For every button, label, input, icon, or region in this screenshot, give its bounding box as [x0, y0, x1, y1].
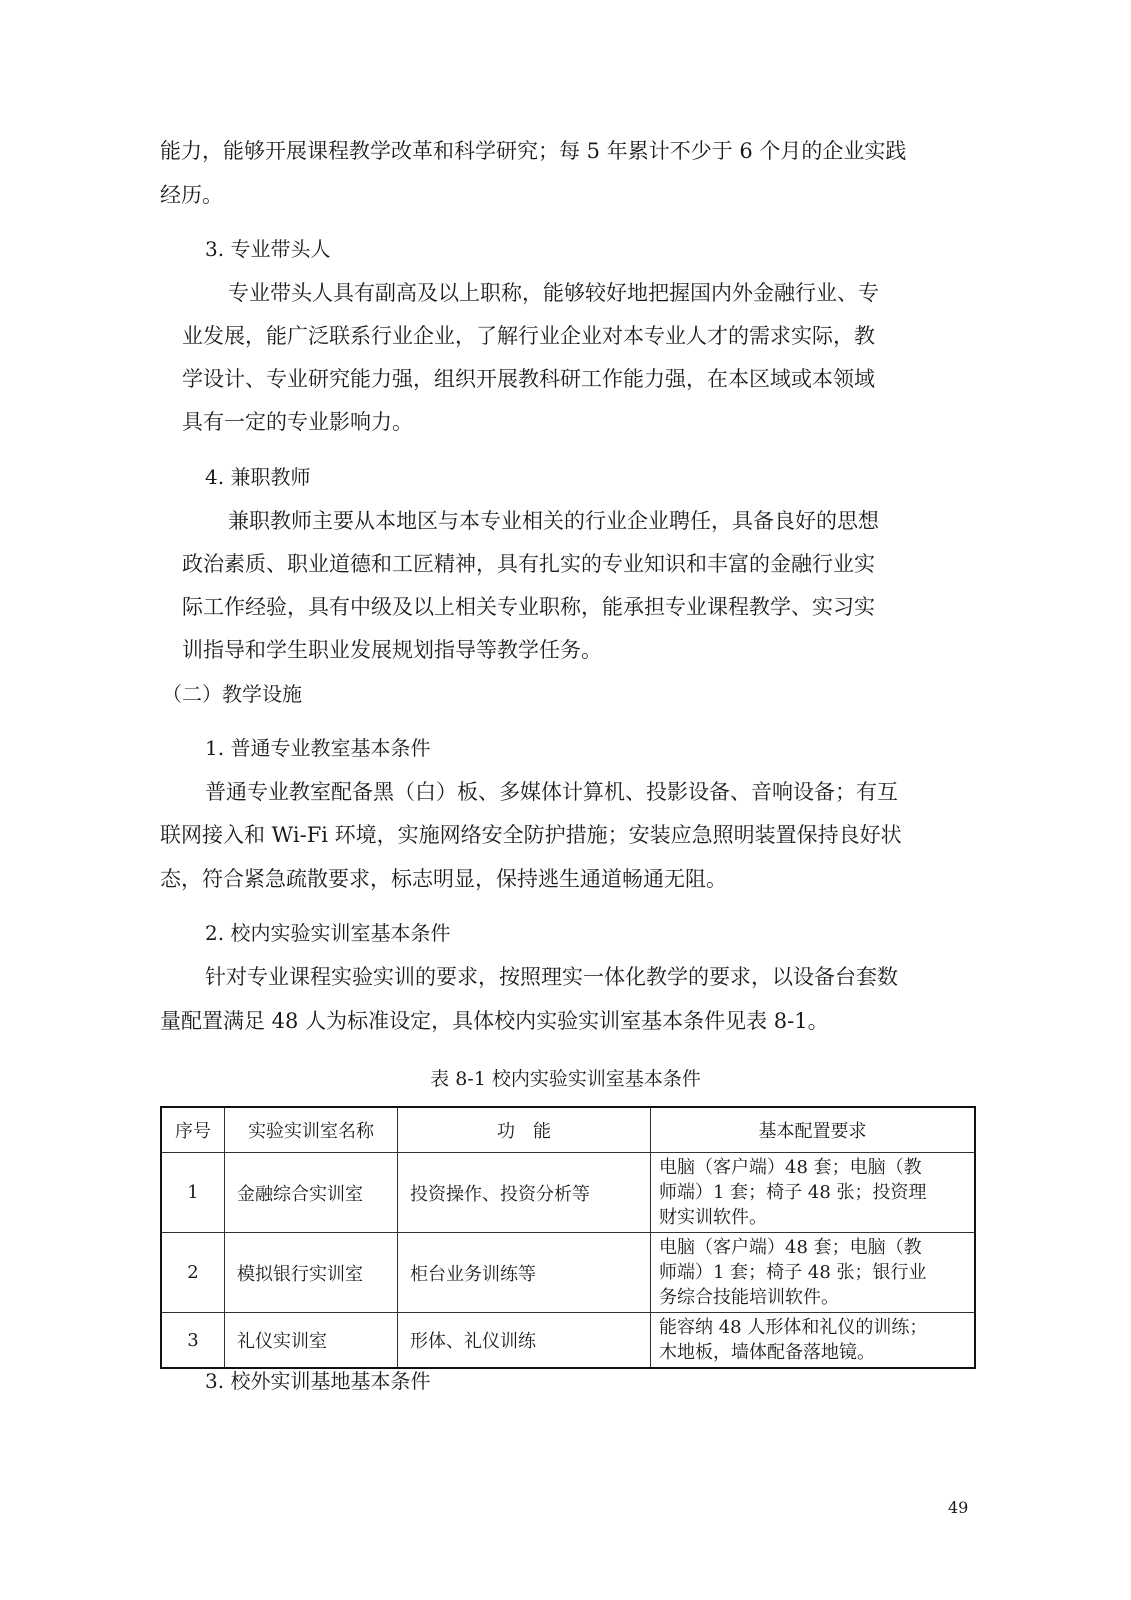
- requirement-line: 财实训软件。: [659, 1207, 767, 1228]
- paragraph-line: 训指导和学生职业发展规划指导等教学任务。: [182, 638, 602, 662]
- paragraph-line: 政治素质、职业道德和工匠精神，具有扎实的专业知识和丰富的金融行业实: [182, 552, 875, 576]
- table-header-row: [161, 1107, 975, 1153]
- table-row: [161, 1233, 975, 1313]
- lab-conditions-table: [160, 1106, 976, 1369]
- section-heading: 1. 普通专业教室基本条件: [205, 736, 431, 760]
- requirement-line: 师端）1 套；椅子 48 张；银行业: [659, 1262, 927, 1283]
- room-name: 模拟银行实训室: [225, 1233, 398, 1313]
- header-cell: 功 能: [398, 1107, 651, 1153]
- room-requirements: [651, 1153, 976, 1233]
- room-requirements: [651, 1313, 976, 1369]
- section-heading: （二）教学设施: [162, 682, 302, 706]
- paragraph-line: 业发展，能广泛联系行业企业，了解行业企业对本专业人才的需求实际，教: [182, 324, 875, 348]
- paragraph-line: 针对专业课程实验实训的要求，按照理实一体化教学的要求，以设备台套数: [205, 965, 898, 989]
- header-cell: 序号: [161, 1107, 225, 1153]
- room-name: 金融综合实训室: [225, 1153, 398, 1233]
- row-number: 2: [161, 1233, 225, 1313]
- paragraph-line: 具有一定的专业影响力。: [182, 410, 413, 434]
- paragraph-line: 量配置满足 48 人为标准设定，具体校内实验实训室基本条件见表 8-1。: [160, 1009, 829, 1033]
- requirement-line: 能容纳 48 人形体和礼仪的训练；: [659, 1317, 928, 1338]
- paragraph-line: 态，符合紧急疏散要求，标志明显，保持逃生通道畅通无阻。: [160, 867, 727, 891]
- table-row: [161, 1313, 975, 1369]
- row-number: 1: [161, 1153, 225, 1233]
- row-number: 3: [161, 1313, 225, 1369]
- paragraph-line: 经历。: [160, 183, 223, 207]
- section-heading: 3. 校外实训基地基本条件: [205, 1369, 431, 1393]
- room-function: 投资操作、投资分析等: [398, 1153, 651, 1233]
- requirement-line: 务综合技能培训软件。: [659, 1287, 839, 1308]
- requirement-line: 电脑（客户端）48 套；电脑（教: [659, 1157, 922, 1178]
- paragraph-line: 联网接入和 Wi-Fi 环境，实施网络安全防护措施；安装应急照明装置保持良好状: [160, 823, 902, 847]
- section-heading: 3. 专业带头人: [205, 237, 331, 261]
- room-function: 形体、礼仪训练: [398, 1313, 651, 1369]
- paragraph-line: 普通专业教室配备黑（白）板、多媒体计算机、投影设备、音响设备；有互: [205, 780, 898, 804]
- paragraph-line: 学设计、专业研究能力强，组织开展教科研工作能力强，在本区域或本领域: [182, 367, 875, 391]
- paragraph-line: 兼职教师主要从本地区与本专业相关的行业企业聘任，具备良好的思想: [228, 509, 879, 533]
- paragraph-line: 际工作经验，具有中级及以上相关专业职称，能承担专业课程教学、实习实: [182, 595, 875, 619]
- header-cell: 实验实训室名称: [225, 1107, 398, 1153]
- requirement-line: 电脑（客户端）48 套；电脑（教: [659, 1237, 922, 1258]
- table-caption: 表 8-1 校内实验实训室基本条件: [430, 1068, 701, 1090]
- requirement-line: 木地板，墙体配备落地镜。: [659, 1342, 875, 1363]
- page-number: 49: [948, 1498, 969, 1517]
- room-requirements: [651, 1233, 976, 1313]
- section-heading: 4. 兼职教师: [205, 465, 311, 489]
- header-cell: 基本配置要求: [651, 1107, 976, 1153]
- paragraph-line: 能力，能够开展课程教学改革和科学研究；每 5 年累计不少于 6 个月的企业实践: [160, 139, 907, 163]
- room-name: 礼仪实训室: [225, 1313, 398, 1369]
- requirement-line: 师端）1 套；椅子 48 张；投资理: [659, 1182, 927, 1203]
- paragraph-line: 专业带头人具有副高及以上职称，能够较好地把握国内外金融行业、专: [228, 281, 879, 305]
- section-heading: 2. 校内实验实训室基本条件: [205, 921, 451, 945]
- room-function: 柜台业务训练等: [398, 1233, 651, 1313]
- table-row: [161, 1153, 975, 1233]
